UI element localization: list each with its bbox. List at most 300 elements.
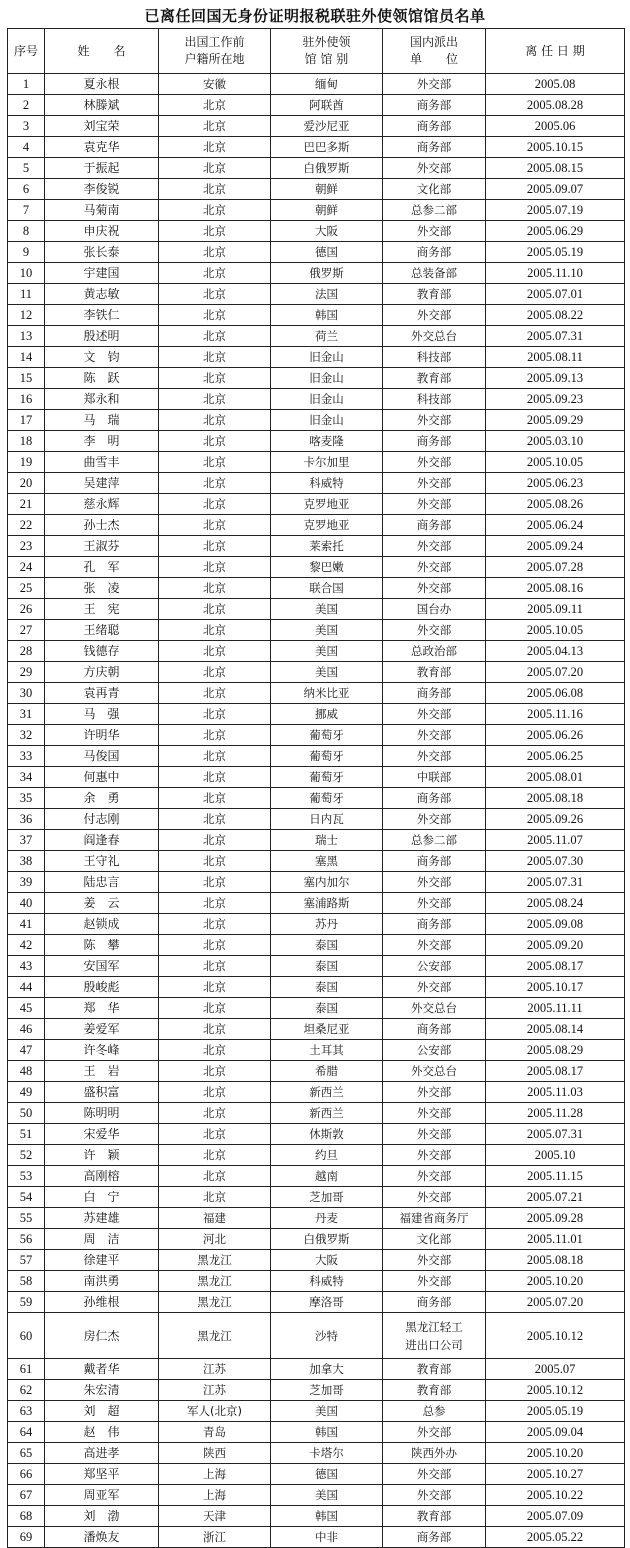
row-unit-cell: 外交部 — [383, 1145, 486, 1166]
row-name-cell: 刘 渤 — [45, 1506, 159, 1527]
row-date-cell: 2005.09.26 — [486, 809, 625, 830]
row-date-cell: 2005.10.20 — [486, 1443, 625, 1464]
row-post-cell: 荷兰 — [271, 326, 383, 347]
row-seq-cell: 33 — [8, 746, 45, 767]
table-row — [8, 326, 625, 347]
row-seq-cell: 4 — [8, 137, 45, 158]
row-hometown-cell: 北京 — [159, 1166, 271, 1187]
table-row — [8, 872, 625, 893]
row-seq-cell: 47 — [8, 1040, 45, 1061]
row-post-cell: 沙特 — [271, 1313, 383, 1359]
table-row — [8, 1250, 625, 1271]
table-row — [8, 1380, 625, 1401]
row-post-cell: 莱索托 — [271, 536, 383, 557]
row-name-cell: 殷述明 — [45, 326, 159, 347]
table-row — [8, 1401, 625, 1422]
row-hometown-cell: 北京 — [159, 326, 271, 347]
row-unit-cell: 外交部 — [383, 1464, 486, 1485]
row-seq-cell: 36 — [8, 809, 45, 830]
row-seq-cell: 42 — [8, 935, 45, 956]
table-row — [8, 473, 625, 494]
table-row — [8, 494, 625, 515]
row-date-cell: 2005.10.12 — [486, 1313, 625, 1359]
row-date-cell: 2005.10.27 — [486, 1464, 625, 1485]
row-seq-cell: 16 — [8, 389, 45, 410]
row-unit-cell: 教育部 — [383, 1506, 486, 1527]
row-name-cell: 陆忠言 — [45, 872, 159, 893]
row-unit-cell: 商务部 — [383, 683, 486, 704]
row-unit-cell: 教育部 — [383, 284, 486, 305]
row-unit-cell: 外交部 — [383, 158, 486, 179]
row-unit-line1: 黑龙江轻工 — [405, 1319, 463, 1334]
row-date-cell: 2005.09.23 — [486, 389, 625, 410]
row-unit-cell: 外交部 — [383, 746, 486, 767]
row-seq-cell: 21 — [8, 494, 45, 515]
row-hometown-cell: 北京 — [159, 620, 271, 641]
table-row — [8, 1061, 625, 1082]
header-date: 离 任 日 期 — [486, 29, 625, 74]
row-name-cell: 李铁仁 — [45, 305, 159, 326]
header-hometown-line1: 出国工作前 — [184, 35, 245, 49]
row-hometown-cell: 北京 — [159, 893, 271, 914]
row-hometown-cell: 北京 — [159, 1019, 271, 1040]
row-unit-cell: 外交部 — [383, 1166, 486, 1187]
row-unit-cell: 文化部 — [383, 1229, 486, 1250]
row-hometown-cell: 北京 — [159, 599, 271, 620]
row-seq-cell: 39 — [8, 872, 45, 893]
table-row — [8, 935, 625, 956]
row-post-cell: 朝鲜 — [271, 200, 383, 221]
row-seq-cell: 29 — [8, 662, 45, 683]
row-name-cell: 李俊锐 — [45, 179, 159, 200]
row-date-cell: 2005.05.22 — [486, 1527, 625, 1548]
row-seq-cell: 14 — [8, 347, 45, 368]
row-unit-cell: 教育部 — [383, 662, 486, 683]
row-post-cell: 韩国 — [271, 1422, 383, 1443]
row-unit-cell: 总参二部 — [383, 200, 486, 221]
table-row — [8, 557, 625, 578]
row-name-cell: 陈 攀 — [45, 935, 159, 956]
row-hometown-cell: 北京 — [159, 95, 271, 116]
row-post-cell: 旧金山 — [271, 389, 383, 410]
row-post-cell: 朝鲜 — [271, 179, 383, 200]
row-date-cell: 2005.08.26 — [486, 494, 625, 515]
row-post-cell: 休斯敦 — [271, 1124, 383, 1145]
table-row — [8, 347, 625, 368]
row-name-cell: 张长泰 — [45, 242, 159, 263]
row-date-cell: 2005.08 — [486, 74, 625, 95]
row-unit-cell: 教育部 — [383, 1380, 486, 1401]
row-post-cell: 塞黑 — [271, 851, 383, 872]
row-seq-cell: 43 — [8, 956, 45, 977]
row-seq-cell: 55 — [8, 1208, 45, 1229]
row-name-cell: 刘 超 — [45, 1401, 159, 1422]
table-row — [8, 1359, 625, 1380]
row-hometown-cell: 江苏 — [159, 1380, 271, 1401]
row-seq-cell: 35 — [8, 788, 45, 809]
row-post-cell: 纳米比亚 — [271, 683, 383, 704]
row-seq-cell: 23 — [8, 536, 45, 557]
row-unit-cell: 外交部 — [383, 1124, 486, 1145]
row-name-cell: 张 凌 — [45, 578, 159, 599]
row-post-cell: 瑞士 — [271, 830, 383, 851]
table-row — [8, 410, 625, 431]
row-unit-cell: 外交部 — [383, 1271, 486, 1292]
row-post-cell: 希腊 — [271, 1061, 383, 1082]
row-date-cell: 2005.07.31 — [486, 326, 625, 347]
row-name-cell: 殷峻彪 — [45, 977, 159, 998]
row-post-cell: 韩国 — [271, 1506, 383, 1527]
table-row — [8, 95, 625, 116]
table-row — [8, 1506, 625, 1527]
row-name-cell: 朱宏清 — [45, 1380, 159, 1401]
row-seq-cell: 28 — [8, 641, 45, 662]
row-unit-multiline — [383, 1318, 485, 1354]
table-row — [8, 158, 625, 179]
row-seq-cell: 12 — [8, 305, 45, 326]
header-hometown — [159, 29, 271, 74]
row-seq-cell: 69 — [8, 1527, 45, 1548]
row-hometown-cell: 北京 — [159, 179, 271, 200]
row-date-cell: 2005.09.13 — [486, 368, 625, 389]
table-row — [8, 809, 625, 830]
row-unit-cell: 外交部 — [383, 536, 486, 557]
row-unit-cell: 外交总台 — [383, 998, 486, 1019]
row-hometown-cell: 北京 — [159, 1082, 271, 1103]
row-hometown-cell: 北京 — [159, 1145, 271, 1166]
row-hometown-cell: 青岛 — [159, 1422, 271, 1443]
row-unit-cell: 福建省商务厅 — [383, 1208, 486, 1229]
row-date-cell: 2005.07.20 — [486, 1292, 625, 1313]
row-name-cell: 阎逢春 — [45, 830, 159, 851]
row-name-cell: 姜爱军 — [45, 1019, 159, 1040]
row-name-cell: 周亚军 — [45, 1485, 159, 1506]
row-name-cell: 王淑芬 — [45, 536, 159, 557]
row-name-cell: 付志刚 — [45, 809, 159, 830]
row-seq-cell: 66 — [8, 1464, 45, 1485]
row-date-cell: 2005.09.07 — [486, 179, 625, 200]
row-name-cell: 曲雪丰 — [45, 452, 159, 473]
row-date-cell: 2005.08.01 — [486, 767, 625, 788]
row-post-cell: 阿联酋 — [271, 95, 383, 116]
row-name-cell: 何惠中 — [45, 767, 159, 788]
row-hometown-cell: 北京 — [159, 1040, 271, 1061]
row-post-cell: 中非 — [271, 1527, 383, 1548]
row-seq-cell: 3 — [8, 116, 45, 137]
row-unit-cell: 外交部 — [383, 704, 486, 725]
row-date-cell: 2005.10.05 — [486, 452, 625, 473]
row-post-cell: 苏丹 — [271, 914, 383, 935]
row-date-cell: 2005.07.21 — [486, 1187, 625, 1208]
row-post-cell: 葡萄牙 — [271, 746, 383, 767]
row-seq-cell: 49 — [8, 1082, 45, 1103]
row-seq-cell: 62 — [8, 1380, 45, 1401]
row-hometown-cell: 北京 — [159, 788, 271, 809]
row-post-cell: 美国 — [271, 620, 383, 641]
row-unit-cell: 外交部 — [383, 809, 486, 830]
row-name-cell: 房仁杰 — [45, 1313, 159, 1359]
row-hometown-cell: 北京 — [159, 998, 271, 1019]
row-post-cell: 旧金山 — [271, 368, 383, 389]
row-date-cell: 2005.06.25 — [486, 746, 625, 767]
table-row — [8, 767, 625, 788]
row-name-cell: 郑坚平 — [45, 1464, 159, 1485]
row-date-cell: 2005.09.08 — [486, 914, 625, 935]
row-date-cell: 2005.05.19 — [486, 1401, 625, 1422]
row-date-cell: 2005.07.31 — [486, 872, 625, 893]
row-seq-cell: 15 — [8, 368, 45, 389]
row-unit-cell: 商务部 — [383, 851, 486, 872]
row-seq-cell: 1 — [8, 74, 45, 95]
row-post-cell: 塞内加尔 — [271, 872, 383, 893]
row-hometown-cell: 北京 — [159, 557, 271, 578]
row-date-cell: 2005.11.15 — [486, 1166, 625, 1187]
table-row — [8, 1187, 625, 1208]
row-post-cell: 克罗地亚 — [271, 515, 383, 536]
table-row — [8, 263, 625, 284]
row-date-cell: 2005.06.29 — [486, 221, 625, 242]
row-post-cell: 卡塔尔 — [271, 1443, 383, 1464]
row-unit-cell: 国台办 — [383, 599, 486, 620]
header-hometown-line2: 户籍所在地 — [184, 52, 245, 66]
row-unit-cell: 科技部 — [383, 347, 486, 368]
table-body — [8, 74, 625, 1548]
row-unit-cell: 文化部 — [383, 179, 486, 200]
row-seq-cell: 64 — [8, 1422, 45, 1443]
row-date-cell: 2005.07.30 — [486, 851, 625, 872]
row-name-cell: 林滕斌 — [45, 95, 159, 116]
row-date-cell: 2005.08.17 — [486, 956, 625, 977]
row-name-cell: 宇建国 — [45, 263, 159, 284]
row-hometown-cell: 黑龙江 — [159, 1250, 271, 1271]
row-hometown-cell: 北京 — [159, 662, 271, 683]
row-name-cell: 郑 华 — [45, 998, 159, 1019]
row-unit-cell: 外交部 — [383, 305, 486, 326]
row-date-cell: 2005.08.16 — [486, 578, 625, 599]
row-date-cell: 2005.11.16 — [486, 704, 625, 725]
row-hometown-cell: 浙江 — [159, 1527, 271, 1548]
row-seq-cell: 53 — [8, 1166, 45, 1187]
row-seq-cell: 27 — [8, 620, 45, 641]
row-post-cell: 卡尔加里 — [271, 452, 383, 473]
row-hometown-cell: 黑龙江 — [159, 1271, 271, 1292]
row-date-cell: 2005.06.24 — [486, 515, 625, 536]
row-hometown-cell: 北京 — [159, 872, 271, 893]
row-name-cell: 李 明 — [45, 431, 159, 452]
row-seq-cell: 41 — [8, 914, 45, 935]
row-hometown-cell: 北京 — [159, 704, 271, 725]
row-hometown-cell: 北京 — [159, 116, 271, 137]
row-name-cell: 钱德存 — [45, 641, 159, 662]
row-unit-cell: 外交部 — [383, 221, 486, 242]
row-hometown-cell: 北京 — [159, 977, 271, 998]
row-date-cell: 2005.10.22 — [486, 1485, 625, 1506]
row-seq-cell: 25 — [8, 578, 45, 599]
table-row — [8, 74, 625, 95]
row-date-cell: 2005.06.23 — [486, 473, 625, 494]
table-row — [8, 998, 625, 1019]
row-seq-cell: 6 — [8, 179, 45, 200]
row-seq-cell: 2 — [8, 95, 45, 116]
table-row — [8, 725, 625, 746]
row-unit-cell: 教育部 — [383, 1359, 486, 1380]
row-name-cell: 王 岩 — [45, 1061, 159, 1082]
row-hometown-cell: 河北 — [159, 1229, 271, 1250]
row-hometown-cell: 黑龙江 — [159, 1313, 271, 1359]
table-row — [8, 200, 625, 221]
row-seq-cell: 51 — [8, 1124, 45, 1145]
row-date-cell: 2005.10.12 — [486, 1380, 625, 1401]
row-hometown-cell: 北京 — [159, 1061, 271, 1082]
table-row — [8, 662, 625, 683]
row-hometown-cell: 北京 — [159, 914, 271, 935]
table-row — [8, 788, 625, 809]
row-name-cell: 马俊国 — [45, 746, 159, 767]
row-hometown-cell: 北京 — [159, 473, 271, 494]
row-hometown-cell: 北京 — [159, 200, 271, 221]
table-row — [8, 305, 625, 326]
row-post-cell: 旧金山 — [271, 410, 383, 431]
row-hometown-cell: 北京 — [159, 830, 271, 851]
row-seq-cell: 30 — [8, 683, 45, 704]
table-row — [8, 1103, 625, 1124]
row-hometown-cell: 北京 — [159, 809, 271, 830]
row-seq-cell: 58 — [8, 1271, 45, 1292]
row-date-cell: 2005.11.01 — [486, 1229, 625, 1250]
row-name-cell: 南洪勇 — [45, 1271, 159, 1292]
row-name-cell: 方庆朝 — [45, 662, 159, 683]
row-seq-cell: 67 — [8, 1485, 45, 1506]
row-name-cell: 陈 跃 — [45, 368, 159, 389]
row-post-cell: 塞浦路斯 — [271, 893, 383, 914]
row-name-cell: 王守礼 — [45, 851, 159, 872]
table-row — [8, 179, 625, 200]
header-seq: 序号 — [8, 29, 45, 74]
row-post-cell: 日内瓦 — [271, 809, 383, 830]
row-hometown-cell: 福建 — [159, 1208, 271, 1229]
row-unit-cell: 公安部 — [383, 1040, 486, 1061]
table-header-row — [8, 29, 625, 74]
row-date-cell: 2005.11.07 — [486, 830, 625, 851]
row-post-cell: 芝加哥 — [271, 1380, 383, 1401]
row-unit-line2: 进出口公司 — [405, 1337, 463, 1352]
row-hometown-cell: 安徽 — [159, 74, 271, 95]
row-hometown-cell: 北京 — [159, 242, 271, 263]
table-row — [8, 1292, 625, 1313]
row-post-cell: 巴巴多斯 — [271, 137, 383, 158]
row-post-cell: 科威特 — [271, 473, 383, 494]
table-row — [8, 1313, 625, 1359]
row-post-cell: 新西兰 — [271, 1103, 383, 1124]
row-unit-cell: 商务部 — [383, 515, 486, 536]
row-post-cell: 爱沙尼亚 — [271, 116, 383, 137]
row-name-cell: 周 洁 — [45, 1229, 159, 1250]
row-date-cell: 2005.07.01 — [486, 284, 625, 305]
row-seq-cell: 24 — [8, 557, 45, 578]
row-post-cell: 摩洛哥 — [271, 1292, 383, 1313]
row-post-cell: 土耳其 — [271, 1040, 383, 1061]
row-hometown-cell: 北京 — [159, 263, 271, 284]
row-seq-cell: 68 — [8, 1506, 45, 1527]
row-date-cell: 2005.07.09 — [486, 1506, 625, 1527]
row-post-cell: 科威特 — [271, 1271, 383, 1292]
row-post-cell: 美国 — [271, 1401, 383, 1422]
row-date-cell: 2005.07.31 — [486, 1124, 625, 1145]
table-row — [8, 116, 625, 137]
row-unit-cell: 总政治部 — [383, 641, 486, 662]
row-unit-cell: 公安部 — [383, 956, 486, 977]
row-post-cell: 白俄罗斯 — [271, 158, 383, 179]
row-unit-cell: 外交部 — [383, 935, 486, 956]
row-hometown-cell: 北京 — [159, 767, 271, 788]
row-unit-cell: 商务部 — [383, 1292, 486, 1313]
row-post-cell: 芝加哥 — [271, 1187, 383, 1208]
row-name-cell: 余 勇 — [45, 788, 159, 809]
table-row — [8, 893, 625, 914]
row-post-cell: 韩国 — [271, 305, 383, 326]
row-unit-cell — [383, 1313, 486, 1359]
row-post-cell: 加拿大 — [271, 1359, 383, 1380]
row-post-cell: 挪威 — [271, 704, 383, 725]
table-row — [8, 746, 625, 767]
row-post-cell: 大阪 — [271, 1250, 383, 1271]
row-name-cell: 赵 伟 — [45, 1422, 159, 1443]
row-unit-cell: 外交部 — [383, 557, 486, 578]
row-post-cell: 黎巴嫩 — [271, 557, 383, 578]
table-row — [8, 1443, 625, 1464]
row-post-cell: 缅甸 — [271, 74, 383, 95]
row-name-cell: 刘宝荣 — [45, 116, 159, 137]
table-row — [8, 1166, 625, 1187]
row-hometown-cell: 陕西 — [159, 1443, 271, 1464]
row-post-cell: 泰国 — [271, 956, 383, 977]
row-date-cell: 2005.11.11 — [486, 998, 625, 1019]
table-row — [8, 1208, 625, 1229]
table-row — [8, 704, 625, 725]
row-seq-cell: 9 — [8, 242, 45, 263]
row-seq-cell: 52 — [8, 1145, 45, 1166]
row-hometown-cell: 北京 — [159, 284, 271, 305]
row-post-cell: 泰国 — [271, 998, 383, 1019]
row-hometown-cell: 北京 — [159, 935, 271, 956]
row-unit-cell: 总参 — [383, 1401, 486, 1422]
row-seq-cell: 19 — [8, 452, 45, 473]
table-row — [8, 1485, 625, 1506]
row-seq-cell: 63 — [8, 1401, 45, 1422]
table-row — [8, 1040, 625, 1061]
row-name-cell: 许冬峰 — [45, 1040, 159, 1061]
row-unit-cell: 外交部 — [383, 494, 486, 515]
table-row — [8, 242, 625, 263]
table-row — [8, 431, 625, 452]
table-row — [8, 137, 625, 158]
header-post-line1: 驻外使领 — [302, 35, 351, 49]
row-unit-cell: 外交部 — [383, 74, 486, 95]
row-seq-cell: 54 — [8, 1187, 45, 1208]
table-row — [8, 620, 625, 641]
row-unit-cell: 商务部 — [383, 1019, 486, 1040]
row-unit-cell: 商务部 — [383, 1527, 486, 1548]
row-post-cell: 越南 — [271, 1166, 383, 1187]
row-date-cell: 2005.06.08 — [486, 683, 625, 704]
row-post-cell: 美国 — [271, 599, 383, 620]
row-unit-cell: 外交部 — [383, 893, 486, 914]
row-post-cell: 旧金山 — [271, 347, 383, 368]
row-name-cell: 袁克华 — [45, 137, 159, 158]
staff-roster-table — [7, 28, 625, 1548]
table-row — [8, 851, 625, 872]
row-date-cell: 2005.11.10 — [486, 263, 625, 284]
